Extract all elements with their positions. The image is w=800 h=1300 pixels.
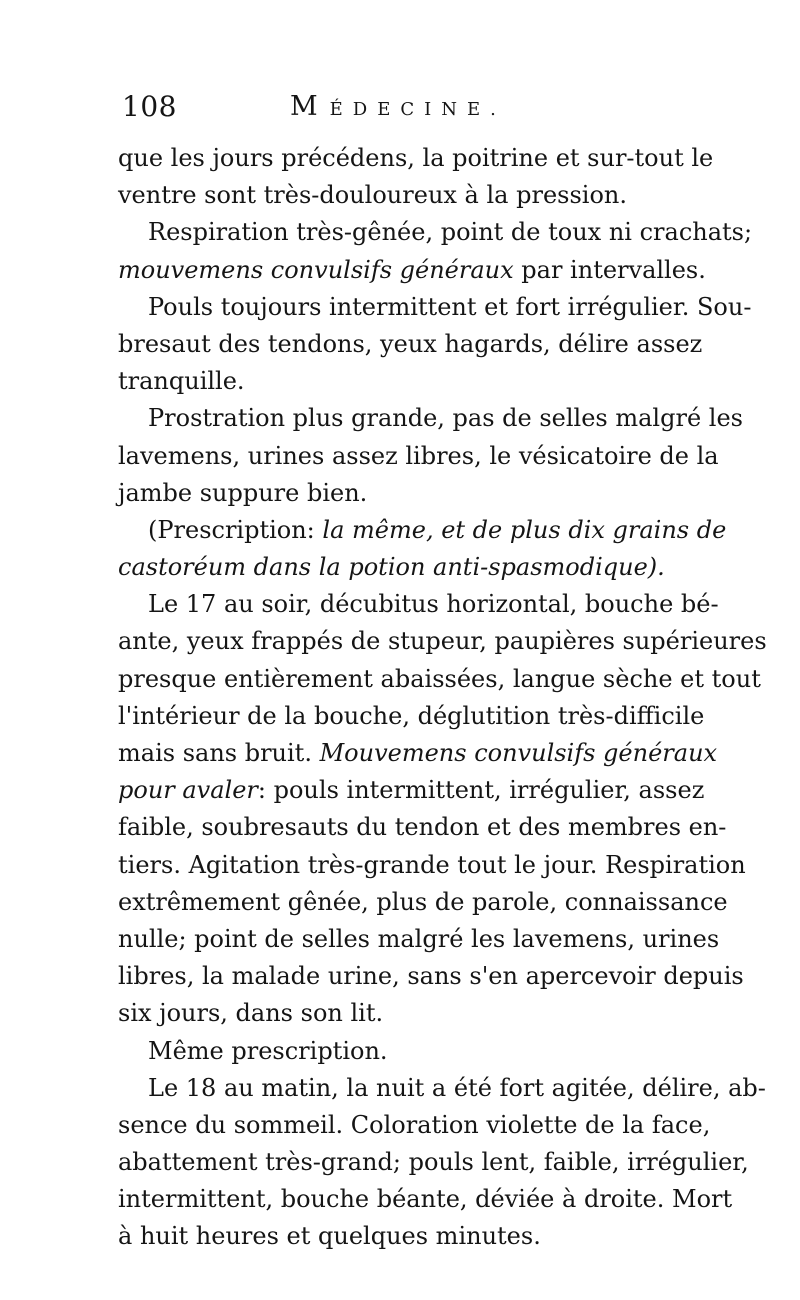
- text-line: Même prescription.: [148, 1036, 388, 1065]
- text-line: que les jours précédens, la poitrine et sur-tout le: [118, 144, 714, 172]
- italic-phrase: la même, et de plus dix grains de: [322, 515, 727, 544]
- italic-phrase: mouvemens convulsifs généraux: [118, 255, 514, 284]
- text-line: [118, 735, 718, 772]
- running-head-rest: ÉDECINE.: [329, 99, 506, 120]
- text-line: l'intérieur de la bouche, déglutition très-difficile: [118, 701, 705, 730]
- text-line: sence du sommeil. Coloration violette de la face,: [118, 1110, 711, 1139]
- italic-phrase: pour avaler: [118, 776, 258, 805]
- italic-phrase: Mouvemens convulsifs généraux: [319, 739, 718, 767]
- text-run: (Prescription:: [148, 515, 323, 544]
- text-line: Le 18 au matin, la nuit a été fort agitée, délire, ab-: [148, 1073, 766, 1102]
- running-head: [290, 92, 506, 125]
- text-line: six jours, dans son lit.: [118, 999, 384, 1028]
- text-line: [118, 252, 706, 289]
- text-line: nulle; point de selles malgré les lavemens, urines: [118, 924, 720, 953]
- text-line: intermittent, bouche béante, déviée à droite. Mort: [118, 1185, 733, 1214]
- text-line: jambe suppure bien.: [118, 478, 368, 507]
- text-line: Pouls toujours intermittent et fort irrégulier. Sou-: [148, 292, 752, 321]
- text-line: Le 17 au soir, décubitus horizontal, bouche bé-: [148, 590, 719, 619]
- text-line: abattement très-grand; pouls lent, faible, irrégulier,: [118, 1148, 749, 1177]
- text-line: extrêmement gênée, plus de parole, connaissance: [118, 887, 728, 916]
- text-line: bresaut des tendons, yeux hagards, délire assez: [118, 329, 703, 358]
- text-run: mais sans bruit.: [118, 739, 320, 767]
- text-line: faible, soubresauts du tendon et des membres en-: [118, 813, 727, 842]
- text-line: libres, la malade urine, sans s'en apercevoir depuis: [118, 962, 744, 991]
- text-line: à huit heures et quelques minutes.: [118, 1222, 541, 1251]
- text-line: tranquille.: [118, 367, 245, 396]
- text-line: ventre sont très-douloureux à la pression.: [118, 181, 627, 210]
- text-line: [118, 512, 727, 549]
- text-line: lavemens, urines assez libres, le vésicatoire de la: [118, 441, 719, 470]
- page-number: 108: [122, 90, 177, 123]
- text-line: Prostration plus grande, pas de selles malgré les: [148, 404, 743, 433]
- text-line: [118, 772, 705, 809]
- page-header: [122, 92, 678, 136]
- text-line: Respiration très-gênée, point de toux ni crachats;: [148, 218, 753, 247]
- text-line: tiers. Agitation très-grande tout le jour. Respiration: [118, 850, 746, 879]
- text-run: : pouls intermittent, irrégulier, assez: [257, 776, 705, 805]
- text-line: ante, yeux frappés de stupeur, paupières supérieures: [118, 627, 767, 656]
- text-line: presque entièrement abaissées, langue sèche et tout: [118, 664, 761, 693]
- running-head-initial: M: [290, 91, 330, 122]
- text-run: par intervalles.: [513, 255, 706, 284]
- text-line: castoréum dans la potion anti-spasmodique).: [118, 553, 665, 582]
- body-text: [118, 140, 767, 1256]
